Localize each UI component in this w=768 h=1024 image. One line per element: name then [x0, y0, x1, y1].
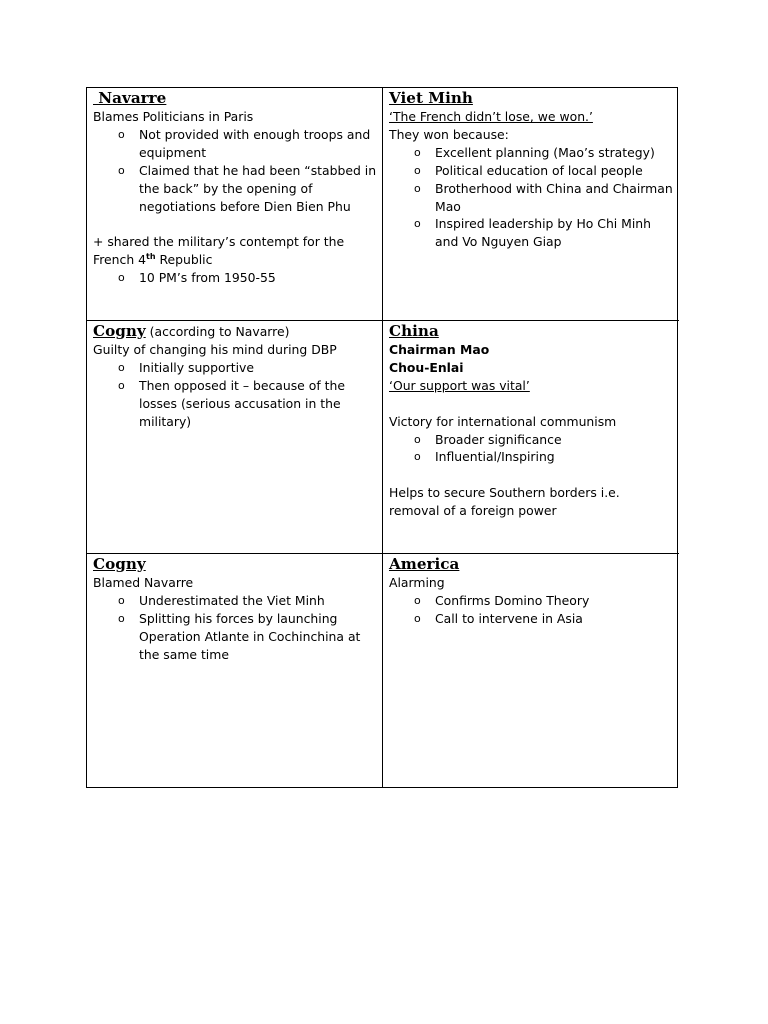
viet-minh-line1: They won because: — [389, 126, 509, 142]
america-bullets — [389, 592, 674, 628]
list-item: o Broader significance — [414, 431, 562, 447]
heading-america: America — [389, 555, 460, 573]
china-bullets — [389, 431, 674, 467]
bullet-icon: o — [414, 593, 421, 607]
bullet-icon: o — [118, 127, 125, 141]
list-item: o Call to intervene in Asia — [414, 610, 583, 626]
navarre-bullets-2 — [93, 269, 377, 287]
bullet-icon: o — [118, 378, 125, 392]
list-item: o Splitting his forces by launching Operation Atlante in Cochinchina at the same time — [118, 610, 361, 662]
list-item: o Initially supportive — [118, 359, 254, 375]
bullet-icon: o — [414, 163, 421, 177]
america-line1: Alarming — [389, 575, 445, 590]
china-bold2: Chou-Enlai — [389, 359, 464, 375]
cogny-1-aside: (according to Navarre) — [145, 324, 290, 339]
china-line1: Victory for international communism — [389, 413, 617, 429]
bullet-icon: o — [118, 271, 125, 285]
cell-china — [383, 321, 679, 554]
heading-navarre: Navarre — [93, 89, 167, 107]
bullet-icon: o — [414, 611, 421, 625]
bullet-icon: o — [118, 611, 125, 625]
heading-cogny-2: Cogny — [93, 555, 146, 573]
bullet-icon: o — [414, 217, 421, 231]
cell-cogny-2 — [87, 554, 383, 787]
navarre-bullets — [93, 126, 377, 216]
list-item: o Brotherhood with China and Chairman Mao — [414, 180, 673, 214]
bullet-icon: o — [118, 593, 125, 607]
list-item: o Inspired leadership by Ho Chi Minh and Vo Nguyen Giap — [414, 216, 652, 250]
china-line2: Helps to secure Southern borders i.e. removal of a foreign power — [389, 485, 620, 519]
cogny-2-line1: Blamed Navarre — [93, 575, 194, 590]
cell-cogny-1 — [87, 321, 383, 554]
list-item: o 10 PM’s from 1950-55 — [118, 270, 276, 286]
bullet-icon: o — [414, 450, 421, 464]
bullet-icon: o — [118, 360, 125, 374]
notes-table — [86, 87, 678, 788]
list-item: o Political education of local people — [414, 162, 643, 178]
bullet-icon: o — [414, 145, 421, 159]
list-item: o Underestimated the Viet Minh — [118, 592, 325, 608]
bullet-icon: o — [118, 163, 125, 177]
china-quote: ‘Our support was vital’ — [389, 377, 530, 393]
heading-viet-minh: Viet Minh — [389, 89, 473, 107]
list-item: o Claimed that he had been “stabbed in the back” by the opening of negotiations before Dien Bien Phu — [118, 162, 377, 214]
bullet-icon: o — [414, 432, 421, 446]
cogny-2-bullets — [93, 592, 377, 664]
bullet-icon: o — [414, 181, 421, 195]
list-item: o Then opposed it – because of the losses (serious accusation in the military) — [118, 377, 345, 429]
heading-cogny-1: Cogny — [93, 322, 146, 340]
list-item: o Influential/Inspiring — [414, 449, 555, 465]
list-item: o Not provided with enough troops and equipment — [118, 126, 371, 160]
heading-china: China — [389, 322, 439, 340]
china-bold1: Chairman Mao — [389, 342, 490, 357]
cell-america — [383, 554, 679, 787]
viet-minh-bullets — [389, 144, 674, 251]
list-item: o Confirms Domino Theory — [414, 592, 590, 608]
cogny-1-bullets — [93, 359, 377, 431]
list-item: o Excellent planning (Mao’s strategy) — [414, 144, 655, 160]
cogny-1-line1: Guilty of changing his mind during DBP — [93, 342, 337, 357]
navarre-line1: Blames Politicians in Paris — [93, 109, 254, 124]
viet-minh-quote: ‘The French didn’t lose, we won.’ — [389, 109, 593, 124]
cell-viet-minh — [383, 88, 679, 321]
navarre-extra: + shared the military’s contempt for the French 4th Republic — [93, 234, 345, 268]
cell-navarre — [87, 88, 383, 321]
